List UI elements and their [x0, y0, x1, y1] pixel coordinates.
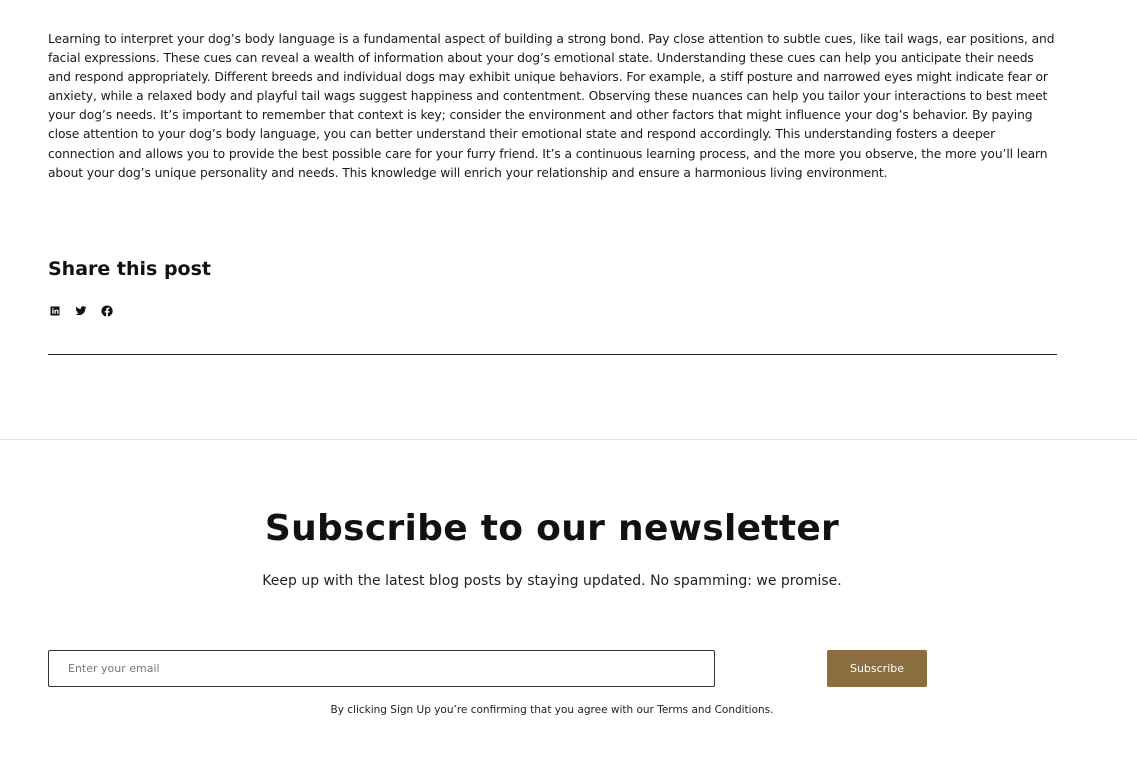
section-border	[0, 439, 1137, 440]
email-input[interactable]	[48, 650, 715, 687]
newsletter-subtitle: Keep up with the latest blog posts by staying updated. No spamming: we promise.	[262, 573, 842, 589]
twitter-icon[interactable]	[74, 304, 88, 318]
facebook-icon[interactable]	[100, 304, 114, 318]
terms-prefix: By clicking Sign Up you’re confirming that you agree with our	[330, 704, 658, 716]
terms-link[interactable]: Terms and Conditions	[657, 704, 771, 716]
subscribe-button[interactable]: Subscribe	[827, 650, 927, 687]
share-title: Share this post	[48, 258, 211, 280]
article-paragraph: Learning to interpret your dog’s body language is a fundamental aspect of building a strong bond. Pay close attention to subtle cues, like tail wags, ear positions, and facial expressions. These cues can reveal a wealth of information about your dog’s emotional state. Understanding these cues can help you anticipate their needs and respond appropriately. Different breeds and individual dogs may exhibit unique behaviors. For example, a stiff posture and narrowed eyes might indicate fear or anxiety, while a relaxed body and playful tail wags suggest happiness and contentment. Observing these nuances can help you tailor your interactions to best meet your dog’s needs. It’s important to remember that context is key; consider the environment and other factors that might influence your dog’s behavior. By paying close attention to your dog’s body language, you can better understand their emotional state and respond accordingly. This understanding fosters a deeper connection and allows you to provide the best possible care for your furry friend. It’s a continuous learning process, and the more you observe, the more you’ll learn about your dog’s unique personality and needs. This knowledge will enrich your relationship and ensure a harmonious living environment.	[48, 32, 1055, 180]
terms-notice	[0, 704, 1104, 716]
article-divider	[48, 354, 1057, 355]
share-icons	[48, 304, 114, 318]
newsletter-title: Subscribe to our newsletter	[264, 508, 840, 549]
linkedin-icon[interactable]	[48, 304, 62, 318]
article-body	[48, 30, 1058, 183]
terms-suffix: .	[770, 704, 774, 716]
